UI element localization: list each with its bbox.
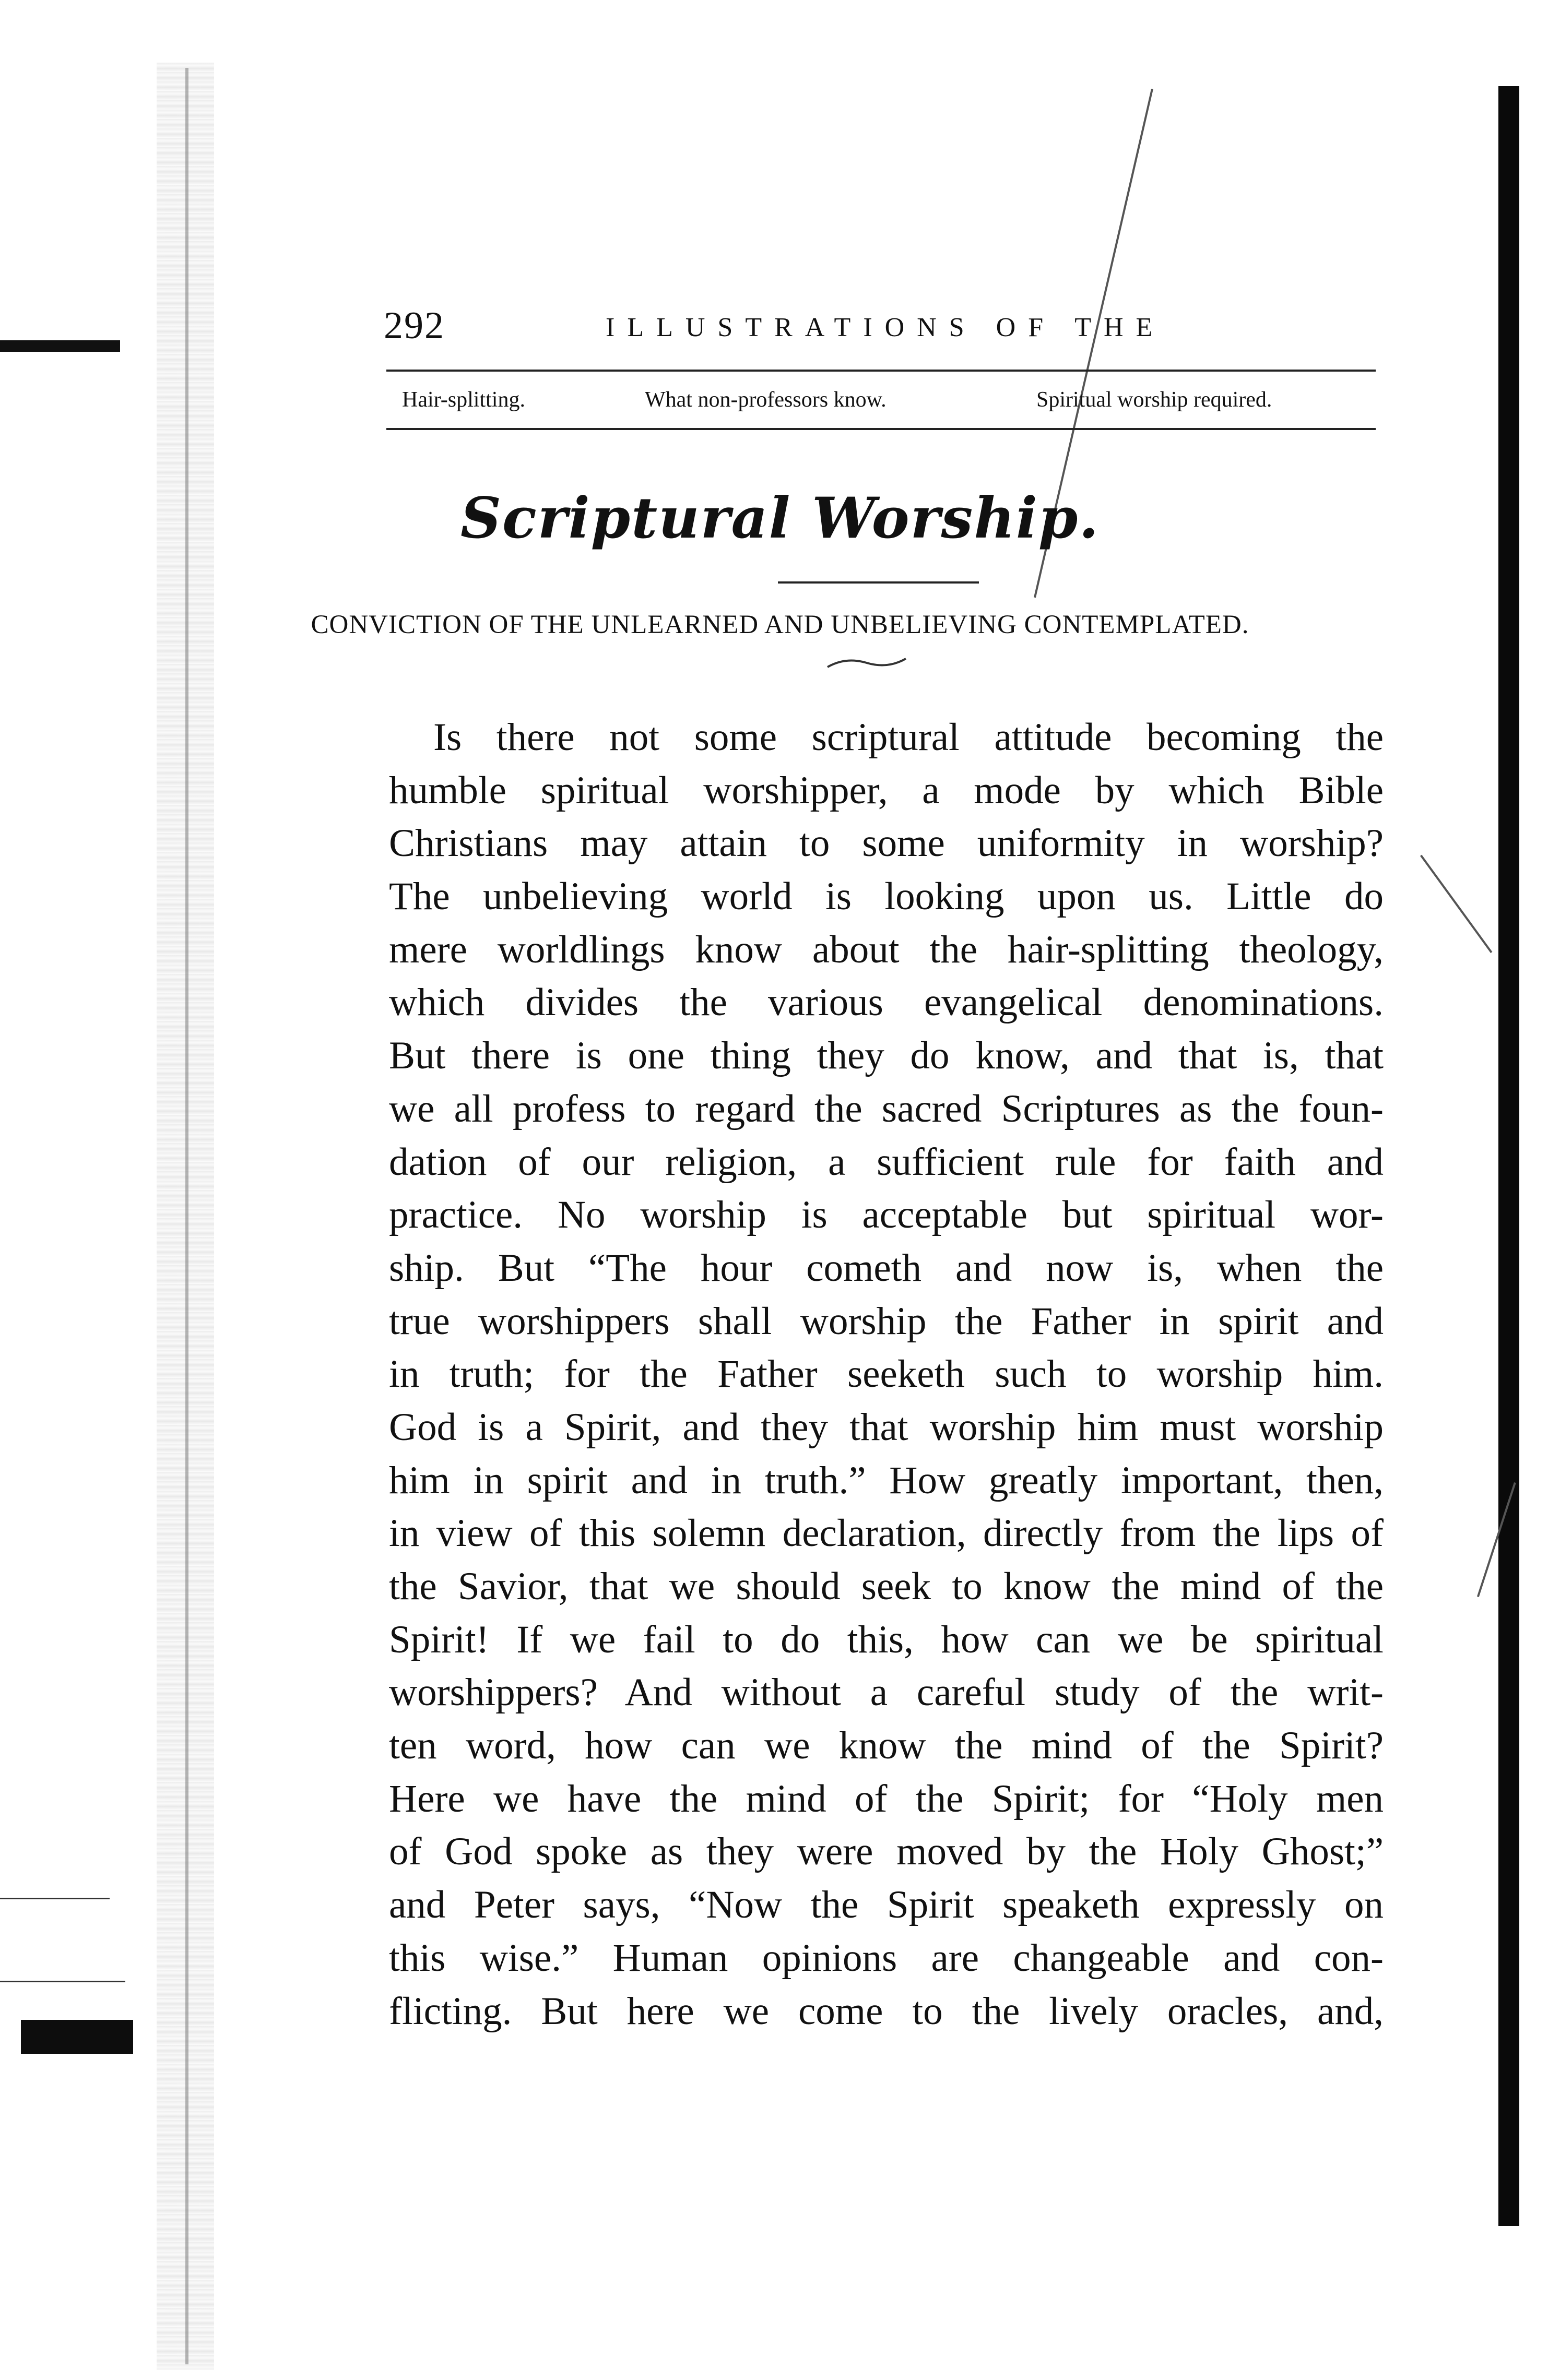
- body-line: in truth; for the Father seeketh such to worship him.: [389, 1352, 1384, 1396]
- body-line: which divides the various evangelical denominations.: [389, 981, 1384, 1025]
- body-line: we all profess to regard the sacred Scriptures as the foun-: [389, 1087, 1384, 1130]
- header-rule-top: [386, 370, 1376, 372]
- body-line: the Savior, that we should seek to know the mind of the: [389, 1565, 1384, 1608]
- section-subtitle: CONVICTION OF THE UNLEARNED AND UNBELIEVING CONTEMPLATED.: [311, 610, 1249, 639]
- scan-gutter-line: [185, 68, 188, 2364]
- body-line: Christians may attain to some uniformity in worship?: [389, 822, 1384, 865]
- body-line: Spirit! If we fail to do this, how can we be spiritual: [389, 1617, 1384, 1661]
- title-rule: [778, 581, 979, 584]
- body-text: [389, 711, 1384, 2038]
- body-line: dation of our religion, a sufficient rule for faith and: [389, 1140, 1384, 1184]
- header-rule-bottom: [386, 428, 1376, 430]
- body-line: flicting. But here we come to the lively oracles, and,: [389, 1989, 1384, 2033]
- running-title: ILLUSTRATIONS OF THE: [606, 313, 1165, 342]
- body-line: Is there not some scriptural attitude becoming the: [433, 716, 1384, 759]
- scan-pencil-stroke: [1420, 855, 1492, 953]
- body-line: of God spoke as they were moved by the Holy Ghost;”: [389, 1830, 1384, 1874]
- body-line: practice. No worship is acceptable but spiritual wor-: [389, 1193, 1384, 1237]
- scan-right-edge-bar: [1498, 86, 1519, 2226]
- scan-margin-block: [21, 2020, 133, 2054]
- body-line: The unbelieving world is looking upon us. Little do: [389, 875, 1384, 919]
- scan-margin-line: [0, 1981, 125, 1982]
- body-line: God is a Spirit, and they that worship him must worship: [389, 1405, 1384, 1449]
- body-line: ship. But “The hour cometh and now is, when the: [389, 1246, 1384, 1290]
- page-number: 292: [384, 304, 445, 347]
- body-line: true worshippers shall worship the Father in spirit and: [389, 1299, 1384, 1343]
- scan-margin-line: [0, 1898, 110, 1899]
- body-line: ten word, how can we know the mind of the Spirit?: [389, 1724, 1384, 1768]
- section-title: Scriptural Worship.: [460, 485, 1100, 551]
- subhead-hair-splitting: Hair-splitting.: [402, 388, 525, 412]
- body-line: this wise.” Human opinions are changeable and con-: [389, 1936, 1384, 1980]
- ornament-flourish-icon: [825, 651, 908, 672]
- body-line: him in spirit and in truth.” How greatly important, then,: [389, 1458, 1384, 1502]
- body-line: and Peter says, “Now the Spirit speaketh expressly on: [389, 1883, 1384, 1927]
- body-line: But there is one thing they do know, and that is, that: [389, 1034, 1384, 1078]
- subhead-spiritual-worship: Spiritual worship required.: [1036, 388, 1272, 412]
- body-line: mere worldlings know about the hair-splitting theology,: [389, 927, 1384, 971]
- body-line: in view of this solemn declaration, directly from the lips of: [389, 1512, 1384, 1555]
- body-line: humble spiritual worshipper, a mode by which Bible: [389, 768, 1384, 812]
- scan-margin-mark: [0, 340, 120, 352]
- body-line: Here we have the mind of the Spirit; for “Holy men: [389, 1777, 1384, 1820]
- subhead-non-professors: What non-professors know.: [645, 388, 887, 412]
- body-line: worshippers? And without a careful study of the writ-: [389, 1671, 1384, 1715]
